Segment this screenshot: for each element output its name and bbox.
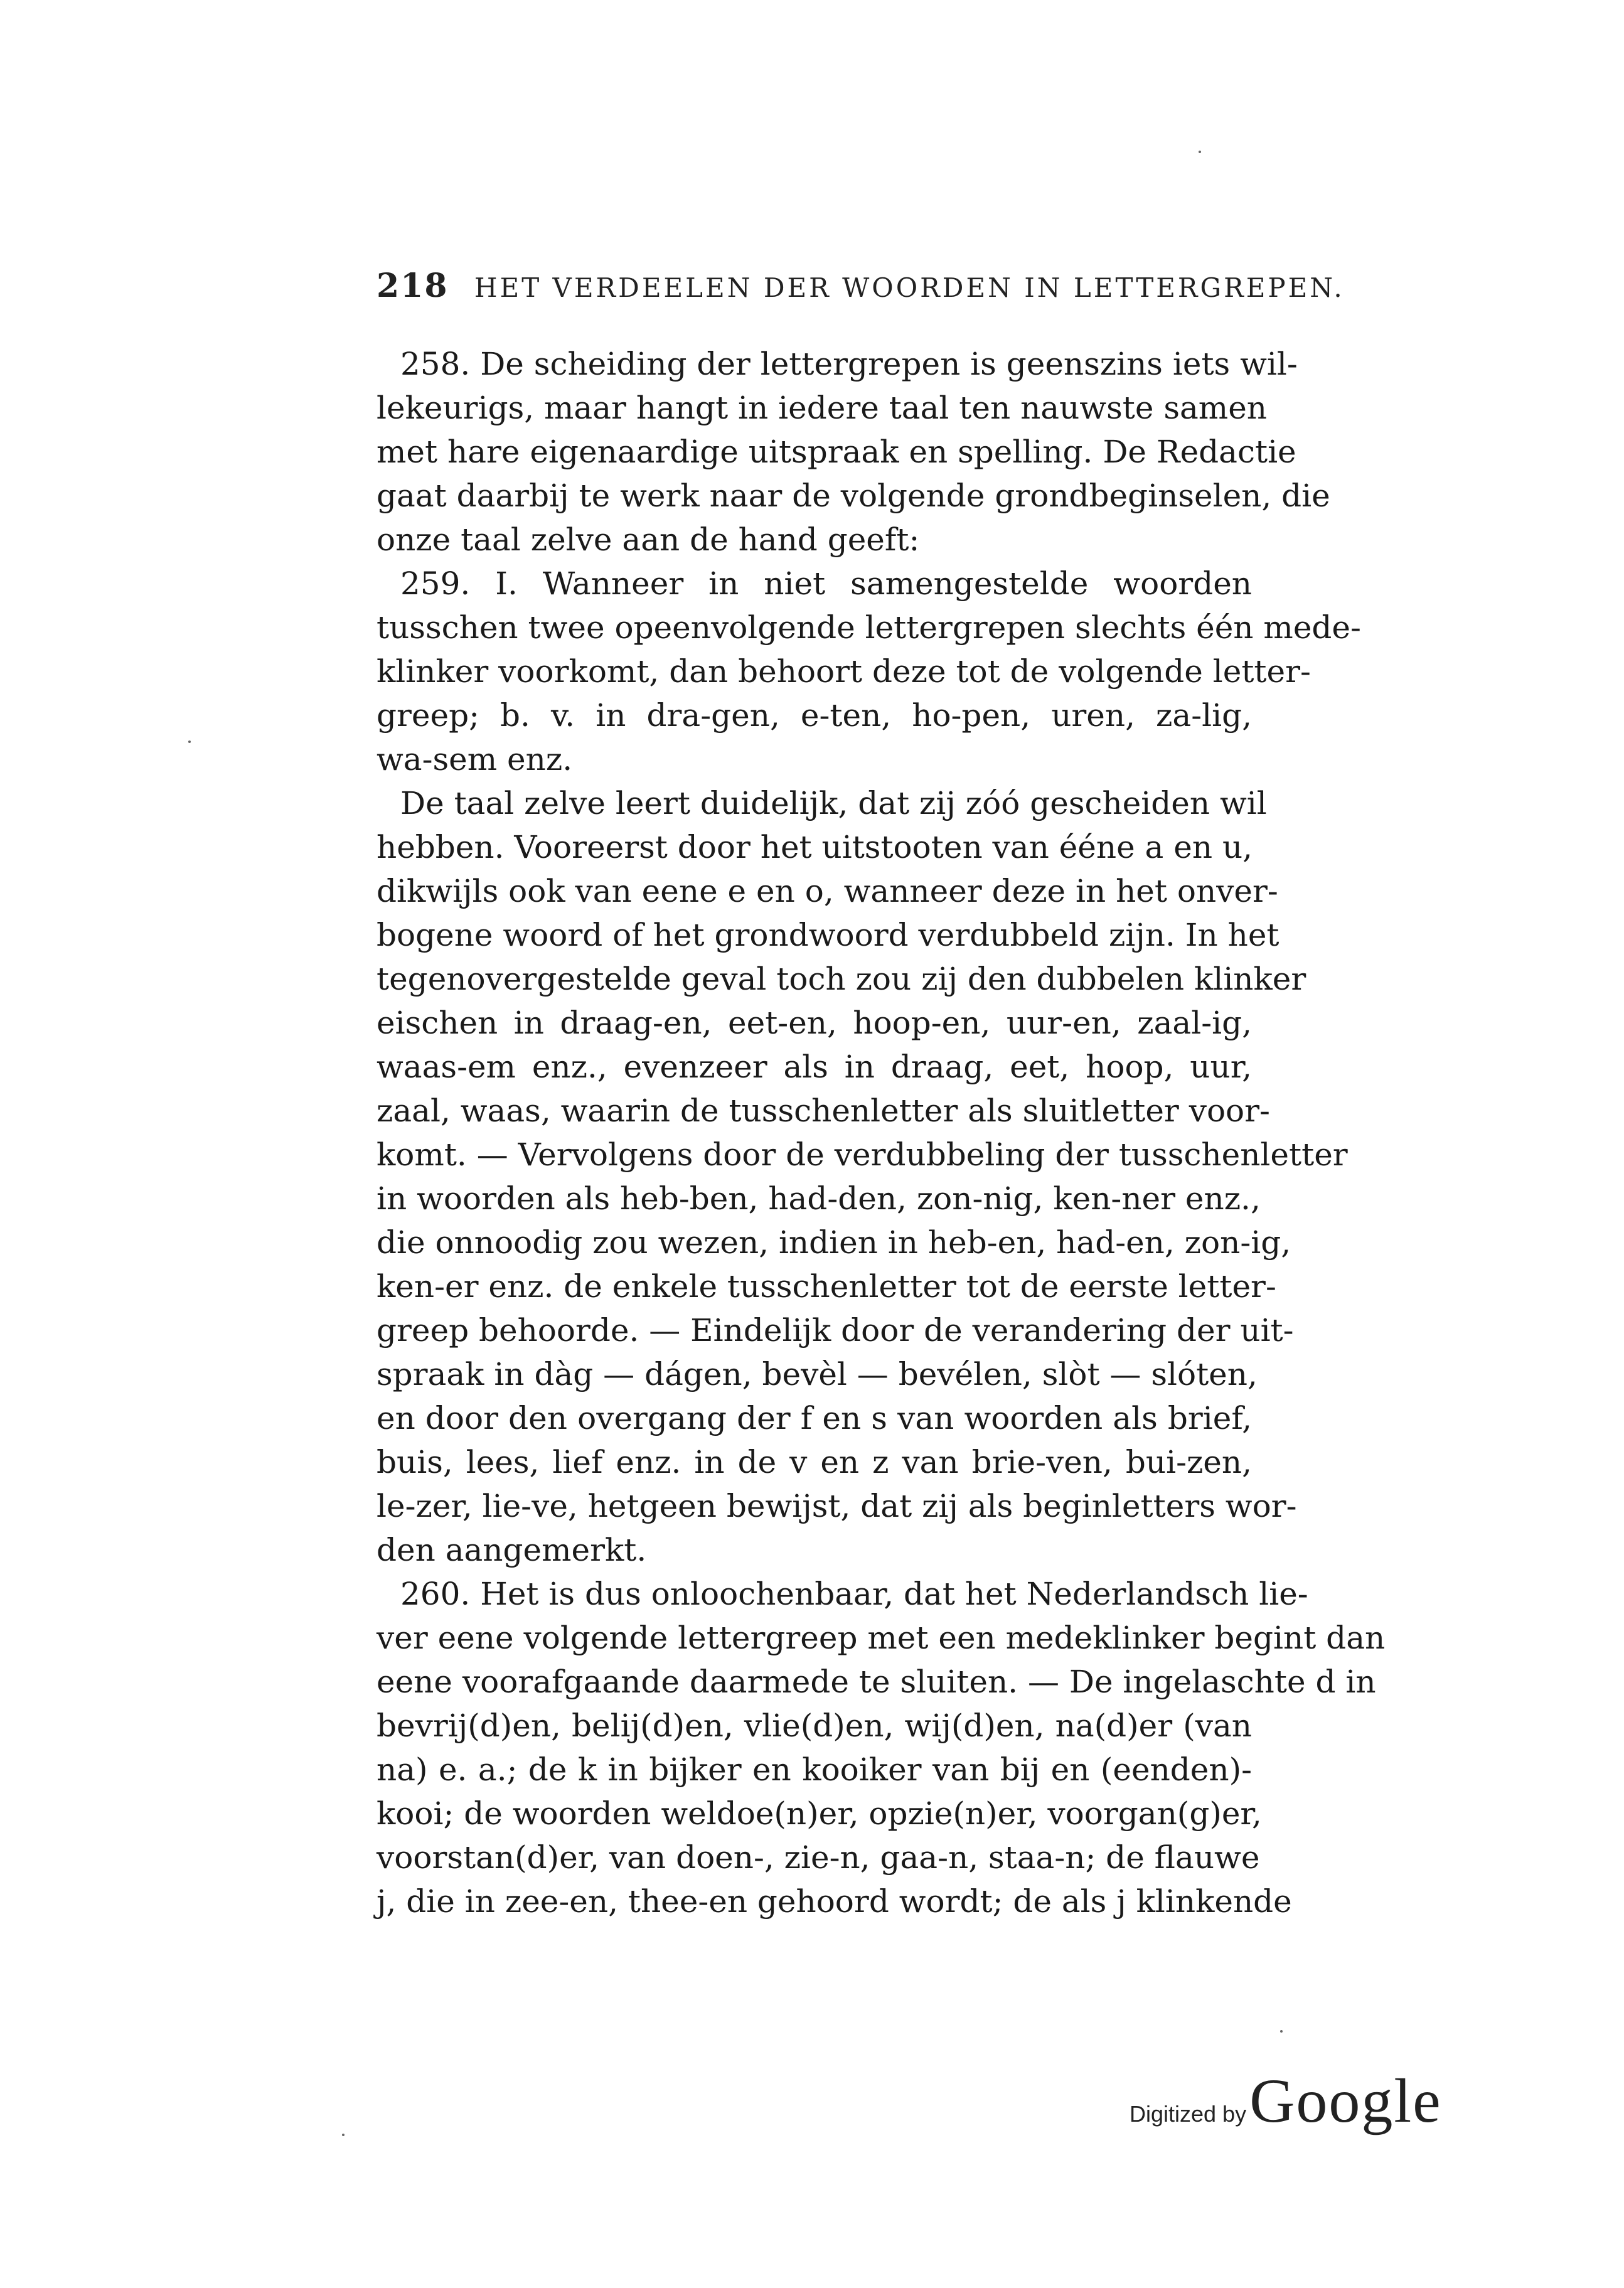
text-line: dikwijls ook van eene e en o, wanneer deze in het onver- (377, 873, 1278, 909)
text-line: bevrij(d)en, belij(d)en, vlie(d)en, wij(d)en, na(d)er (van (377, 1708, 1252, 1744)
text-line: greep; b. v. in dra-gen, e-ten, ho-pen, uren, za-lig, (377, 697, 1252, 734)
text-line: 260. Het is dus onloochenbaar, dat het Nederlandsch lie- (400, 1576, 1308, 1612)
text-line: lekeurigs, maar hangt in iedere taal ten nauwste samen (377, 390, 1267, 426)
text-line: zaal, waas, waarin de tusschenletter als sluitletter voor- (377, 1093, 1270, 1129)
text-line: gaat daarbij te werk naar de volgende grondbeginselen, die (377, 478, 1330, 514)
text-line: hebben. Vooreerst door het uitstooten van ééne a en u, (377, 829, 1253, 865)
text-line: wa-sem enz. (377, 741, 573, 778)
text-line: eene voorafgaande daarmede te sluiten. — De ingelaschte d in (377, 1664, 1376, 1700)
text-line: in woorden als heb-ben, had-den, zon-nig, ken-ner enz., (377, 1180, 1261, 1217)
scan-speck (188, 740, 191, 743)
text-line: den aangemerkt. (377, 1532, 647, 1568)
text-line: j, die in zee-en, thee-en gehoord wordt; de als j klinkende (377, 1883, 1292, 1920)
text-line: met hare eigenaardige uitspraak en spelling. De Redactie (377, 434, 1296, 470)
text-line: buis, lees, lief enz. in de v en z van brie-ven, bui-zen, (377, 1444, 1252, 1480)
text-line: ken-er enz. de enkele tusschenletter tot de eerste letter- (377, 1268, 1276, 1305)
text-line: waas-em enz., evenzeer als in draag, eet, hoop, uur, (377, 1049, 1252, 1085)
text-line: en door den overgang der f en s van woorden als brief, (377, 1400, 1252, 1436)
text-line: tegenovergestelde geval toch zou zij den dubbelen klinker (377, 961, 1306, 997)
text-line: De taal zelve leert duidelijk, dat zij zóó gescheiden wil (400, 785, 1267, 821)
text-line: le-zer, lie-ve, hetgeen bewijst, dat zij als beginletters wor- (377, 1488, 1297, 1524)
text-line: spraak in dàg — dágen, bevèl — bevélen, slòt — slóten, (377, 1356, 1258, 1393)
text-line: die onnoodig zou wezen, indien in heb-en, had-en, zon-ig, (377, 1224, 1291, 1261)
scan-speck (342, 2134, 345, 2136)
text-line: 258. De scheiding der lettergrepen is geenszins iets wil- (400, 346, 1298, 382)
text-line: ver eene volgende lettergreep met een medeklinker begint dan (377, 1620, 1386, 1656)
text-line: komt. — Vervolgens door de verdubbeling der tusschenletter (377, 1136, 1348, 1173)
text-line: greep behoorde. — Eindelijk door de verandering der uit- (377, 1312, 1294, 1349)
scan-speck (1280, 2030, 1283, 2033)
text-line: klinker voorkomt, dan behoort deze tot de volgende letter- (377, 653, 1311, 690)
scan-speck (1199, 151, 1201, 153)
text-line: kooi; de woorden weldoe(n)er, opzie(n)er, voorgan(g)er, (377, 1795, 1262, 1832)
body-text (377, 342, 1386, 1923)
digitized-by-watermark (1130, 2065, 1442, 2137)
running-header (377, 267, 1345, 305)
text-line: na) e. a.; de k in bijker en kooiker van bij en (eenden)- (377, 1751, 1252, 1788)
text-line: bogene woord of het grondwoord verdubbeld zijn. In het (377, 917, 1279, 953)
google-logo: Google (1249, 2066, 1442, 2136)
text-line: 259. I. Wanneer in niet samengestelde woorden (400, 565, 1252, 602)
text-line: voorstan(d)er, van doen-, zie-n, gaa-n, staa-n; de flauwe (377, 1839, 1260, 1876)
text-line: tusschen twee opeenvolgende lettergrepen slechts één mede- (377, 609, 1361, 646)
text-line: onze taal zelve aan de hand geeft: (377, 521, 920, 558)
text-line: eischen in draag-en, eet-en, hoop-en, uur-en, zaal-ig, (377, 1005, 1252, 1041)
page-number: 218 (377, 267, 449, 305)
running-title: HET VERDEELEN DER WOORDEN IN LETTERGREPEN. (474, 272, 1345, 303)
digitized-label: Digitized by (1130, 2101, 1247, 2127)
